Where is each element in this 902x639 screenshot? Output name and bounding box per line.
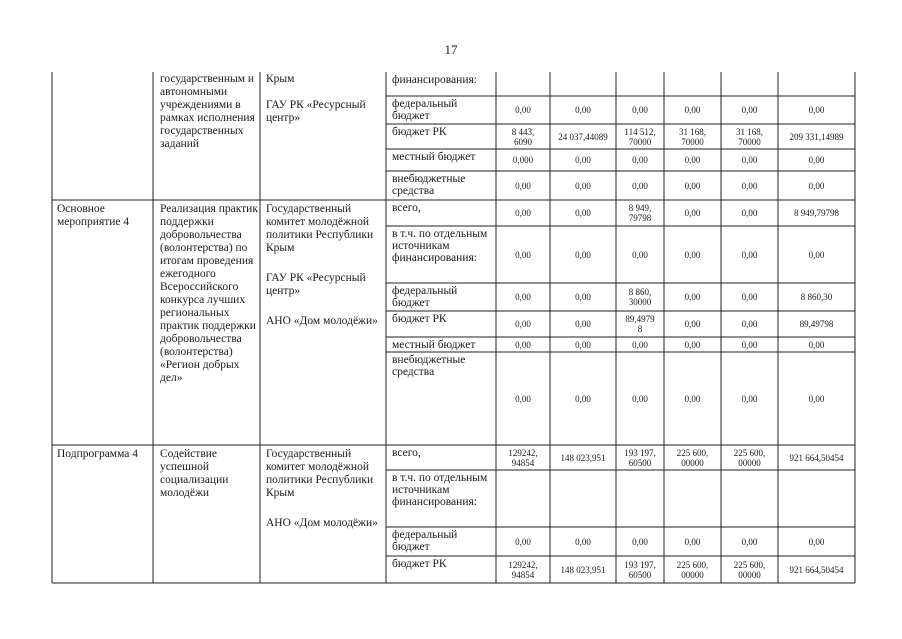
group1-executor-b: ГАУ РК «Ресурсный центр» [266, 99, 366, 124]
value-cell: 0,00 [632, 537, 648, 547]
value-cell: 0,00 [575, 155, 591, 165]
value-cell: 0,00 [741, 394, 758, 404]
value-cell: 148 023,951 [560, 565, 606, 575]
value-cell: 0,00 [632, 181, 648, 191]
value-cell: 921 664,50454 [789, 565, 844, 575]
value-cell: 0,00 [808, 250, 825, 260]
value-cell: 0,00 [515, 208, 531, 218]
value-cell: 0,00 [741, 340, 758, 350]
group2-executor-b: ГАУ РК «Ресурсный центр» [266, 272, 366, 297]
value-cell: 0,00 [808, 340, 825, 350]
row-label: бюджет РК [392, 126, 447, 138]
row-label: федеральный бюджет [392, 285, 458, 309]
value-cell: 129242, 94854 [508, 448, 538, 468]
value-cell: 31 168, 70000 [679, 127, 706, 147]
row-label: в т.ч. по отдельным источникам финансирования: [392, 472, 488, 508]
value-cell: 0,00 [632, 105, 648, 115]
group2-description: Реализация практик поддержки добровольчества (волонтерства) по итогам проведения ежегодного Всероссийского конкурса лучших региональных практик поддержки добровольчества (волонтерства) «Регион добрых дел» [160, 203, 258, 384]
value-cell: 0,00 [684, 181, 701, 191]
group1-description: государственным и автономными учреждениями в рамках исполнения государственных заданий [160, 73, 255, 150]
row-label: всего, [392, 447, 421, 459]
value-cell: 0,000 [512, 155, 534, 165]
value-cell: 0,00 [741, 250, 758, 260]
group2-title: Основное мероприятие 4 [57, 203, 130, 228]
value-cell: 193 197, 60500 [624, 560, 656, 580]
row-label: внебюджетные средства [392, 354, 466, 378]
row-label: местный бюджет [392, 151, 476, 163]
value-cell: 129242, 94854 [508, 560, 538, 580]
value-cell: 0,00 [741, 292, 758, 302]
value-cell: 0,00 [741, 155, 758, 165]
value-cell: 0,00 [575, 537, 591, 547]
row-label: внебюджетные средства [392, 173, 466, 197]
value-cell: 8 860,30 [800, 292, 833, 302]
group3-description: Содействие успешной социализации молодёжи [160, 448, 229, 499]
value-cell: 209 331,14989 [789, 132, 844, 142]
value-cell: 114 512, 70000 [624, 127, 656, 147]
value-cell: 0,00 [632, 155, 648, 165]
value-cell: 225 600, 00000 [676, 448, 709, 468]
value-cell: 0,00 [515, 250, 531, 260]
value-cell: 0,00 [684, 319, 701, 329]
value-cell: 0,00 [515, 292, 531, 302]
value-cell: 0,00 [575, 394, 591, 404]
value-cell: 0,00 [684, 250, 701, 260]
value-cell: 0,00 [741, 537, 758, 547]
value-cell: 24 037,44089 [558, 132, 608, 142]
value-cell: 148 023,951 [560, 453, 606, 463]
value-cell: 0,00 [808, 105, 825, 115]
value-cell: 8 949,79798 [794, 208, 839, 218]
value-cell: 0,00 [515, 537, 531, 547]
value-cell: 193 197, 60500 [624, 448, 656, 468]
value-cell: 0,00 [515, 319, 531, 329]
value-cell: 225 600, 00000 [676, 560, 709, 580]
value-cell: 89,4979 8 [625, 314, 655, 334]
value-cell: 225 600, 00000 [733, 448, 766, 468]
value-cell: 0,00 [684, 340, 701, 350]
value-cell: 0,00 [632, 340, 648, 350]
value-cell: 0,00 [515, 181, 531, 191]
row-label: всего, [392, 202, 421, 214]
row-label: федеральный бюджет [392, 98, 458, 122]
value-cell: 0,00 [575, 250, 591, 260]
value-cell: 0,00 [741, 105, 758, 115]
value-cell: 0,00 [515, 340, 531, 350]
value-cell: 8 949, 79798 [628, 203, 652, 223]
value-cell: 0,00 [808, 537, 825, 547]
row-label: местный бюджет [392, 339, 476, 351]
value-cell: 0,00 [808, 394, 825, 404]
value-cell: 0,00 [741, 181, 758, 191]
value-cell: 8 443, 6090 [511, 127, 535, 147]
row-label: федеральный бюджет [392, 529, 458, 553]
group2-executor-c: АНО «Дом молодёжи» [266, 315, 378, 327]
value-cell: 0,00 [515, 394, 531, 404]
value-cell: 0,00 [575, 208, 591, 218]
group3-executor-b: АНО «Дом молодёжи» [266, 517, 378, 529]
value-cell: 0,00 [808, 181, 825, 191]
value-cell: 0,00 [684, 394, 701, 404]
value-cell: 0,00 [515, 105, 531, 115]
value-cell: 0,00 [575, 181, 591, 191]
row-label: бюджет РК [392, 313, 447, 325]
group2-executor-a: Государственный комитет молодёжной политики Республики Крым [266, 203, 374, 254]
value-cell: 0,00 [684, 208, 701, 218]
value-cell: 0,00 [741, 208, 758, 218]
value-cell: 0,00 [632, 394, 648, 404]
value-cell: 225 600, 00000 [733, 560, 766, 580]
page-number: 17 [444, 42, 458, 57]
value-cell: 89,49798 [799, 319, 834, 329]
value-cell: 0,00 [575, 319, 591, 329]
row-label: бюджет РК [392, 558, 447, 570]
value-cell: 0,00 [684, 537, 701, 547]
row-label: в т.ч. по отдельным источникам финансирования: [392, 228, 488, 264]
value-cell: 0,00 [684, 155, 701, 165]
value-cell: 8 860, 30000 [628, 287, 652, 307]
value-cell: 0,00 [684, 292, 701, 302]
group3-title: Подпрограмма 4 [57, 448, 139, 460]
group1-executor-a: Крым [266, 73, 295, 85]
value-cell: 31 168, 70000 [736, 127, 763, 147]
value-cell: 0,00 [808, 155, 825, 165]
value-cell: 0,00 [684, 105, 701, 115]
group3-executor-a: Государственный комитет молодёжной политики Республики Крым [266, 448, 374, 499]
value-cell: 0,00 [741, 319, 758, 329]
value-cell: 0,00 [632, 250, 648, 260]
value-cell: 921 664,50454 [789, 453, 844, 463]
value-cell: 0,00 [575, 105, 591, 115]
row-label: финансирования: [392, 74, 477, 86]
value-cell: 0,00 [575, 340, 591, 350]
value-cell: 0,00 [575, 292, 591, 302]
